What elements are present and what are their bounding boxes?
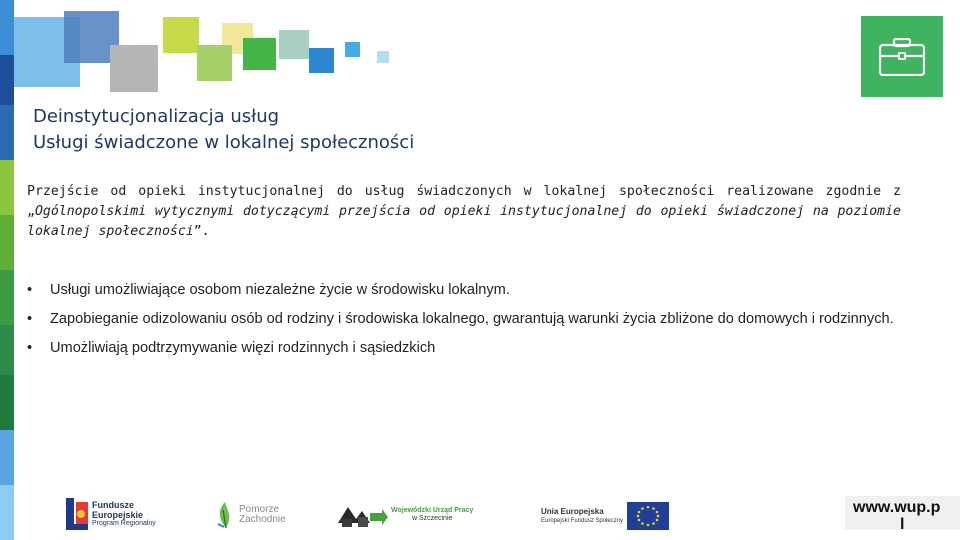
list-item: • Usługi umożliwiające osobom niezależne życie w środowisku lokalnym. [27, 282, 510, 298]
website-text: www.wup.p [853, 499, 941, 516]
intro-paragraph [27, 182, 901, 242]
eu-flag-icon [627, 502, 669, 530]
bullet-list [27, 281, 907, 368]
page-title [33, 104, 414, 156]
intro-italic-reference: Ogólnopolskimi wytycznymi dotyczącymi przejścia od opieki instytucjonalnej do opieki świadczonej na poziomie lokalnej społeczności [27, 204, 901, 239]
title-line-2: Usługi świadczone w lokalnej społeczności [33, 132, 415, 153]
bullet-marker: • [27, 340, 33, 356]
logo-pomorze-zachodnie: Pomorze Zachodnie [215, 500, 286, 530]
website-link[interactable] [845, 496, 960, 533]
title-line-1: Deinstytucjonalizacja usług [33, 106, 280, 127]
bullet-marker: • [27, 282, 33, 298]
intro-text: Przejście od opieki instytucjonalnej do usług świadczonych w lokalnej społeczności realizowane zgodnie z „ [27, 184, 901, 219]
briefcase-icon [879, 38, 925, 81]
decorative-sidebar [0, 0, 14, 540]
logo-unia-europejska: Unia Europejska Europejski Fundusz Społeczny [541, 502, 669, 530]
fe-emblem-icon [66, 498, 88, 530]
logo-fundusze-europejskie: Fundusze Europejskie Program Regionalny [66, 498, 156, 530]
leaf-icon [215, 500, 237, 530]
bullet-marker: • [27, 311, 33, 327]
intro-text-end: ”. [193, 224, 210, 239]
brand-tile [861, 16, 943, 97]
website-text-continued: l [900, 516, 905, 533]
list-item: • Umożliwiają podtrzymywanie więzi rodzinnych i sąsiedzkich [27, 340, 436, 356]
wup-emblem-icon [338, 501, 388, 529]
logo-wup-szczecin: Wojewódzki Urząd Pracy w Szczecinie [338, 501, 473, 529]
list-item: • Zapobieganie odizolowaniu osób od rodziny i środowiska lokalnego, gwarantują warunki życia zbliżone do domowych i rodzinnych. [27, 311, 894, 327]
